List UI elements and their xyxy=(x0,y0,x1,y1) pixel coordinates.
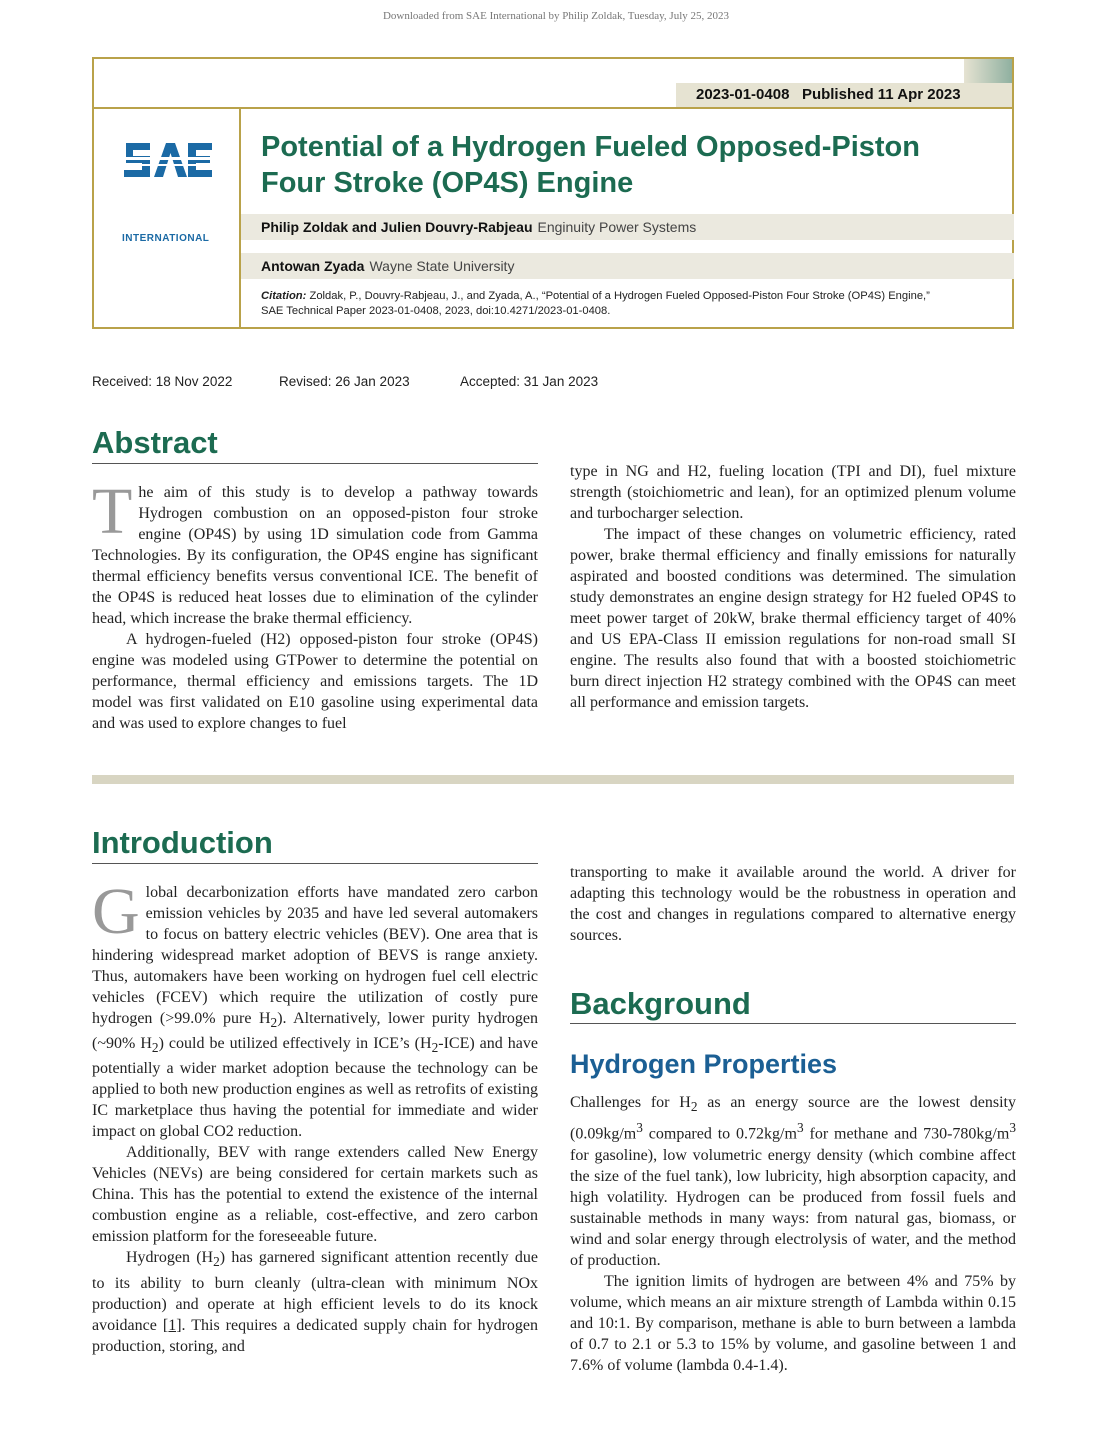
text-run: compared to 0.72kg/m xyxy=(642,1125,797,1143)
text-run: Challenges for H xyxy=(570,1094,691,1111)
introduction-heading: Introduction xyxy=(92,825,273,860)
citation-text: Zoldak, P., Douvry-Rabjeau, J., and Zyada, A., “Potential of a Hydrogen Fueled Opposed-Piston Four Stroke (OP4S) Engine,” xyxy=(309,290,930,302)
reference-link[interactable]: [1] xyxy=(162,1316,182,1334)
text-run: . This requires a dedicated supply chain for hydrogen production, storing, and xyxy=(92,1316,538,1355)
introduction-paragraph: transporting to make it available around the world. A driver for adapting this technology would be the robustness in operation and the cost and changes in regulations compared to alternative energy sources. xyxy=(570,864,1016,944)
subscript: 2 xyxy=(431,1040,439,1056)
citation-label: Citation: xyxy=(261,290,307,302)
background-paragraph: The ignition limits of hydrogen are between 4% and 75% by volume, which means an air mixture strength of Lambda within 0.15 and 10:1. By comparison, methane is able to burn between a lambda of 0.7 to 2.1 or 5.3 to 15% by volume, and gasoline between 1 and 7.6% of volume (lambda 0.4-1.4). xyxy=(570,1272,1016,1374)
introduction-col-right xyxy=(570,862,1016,946)
background-heading: Background xyxy=(570,986,751,1021)
text-run: -ICE) and have potentially a wider market adoption because the technology can be applied to both new production engines as well as retrofits of existing IC marketplace thus having the potential for immediate and wider impact on global CO2 reduction. xyxy=(92,1035,539,1141)
text-run: as an energy source are the lowest density (0.09kg/m xyxy=(570,1094,1016,1143)
abstract-col-right xyxy=(570,461,1016,713)
received-date: Received: 18 Nov 2022 xyxy=(92,374,233,389)
author-names: Philip Zoldak and Julien Douvry-Rabjeau xyxy=(261,219,533,235)
subscript: 2 xyxy=(213,1254,220,1270)
background-rule xyxy=(570,1023,1016,1024)
section-divider xyxy=(92,775,1014,784)
text-run: ). Alternatively, lower purity hydrogen (~90% H xyxy=(92,1010,539,1053)
introduction-paragraph: Additionally, BEV with range extenders called New Energy Vehicles (NEVs) are being considered for certain markets such as China. This has the potential to extend the existence of the internal combustion engine as a reliable, cost-effective, and zero carbon emission platform for the foreseeable future. xyxy=(92,1144,538,1246)
text-run: Hydrogen (H xyxy=(126,1249,214,1267)
abstract-paragraph: A hydrogen-fueled (H2) opposed-piston four stroke (OP4S) engine was modeled using GTPower to determine the potential on performance, thermal efficiency and emissions targets. The 1D model was first validated on E10 gasoline using experimental data and was used to explore changes to fuel xyxy=(92,631,538,732)
text-run: for methane and 730-780kg/m xyxy=(803,1125,1010,1143)
revised-date: Revised: 26 Jan 2023 xyxy=(279,374,410,389)
abstract-paragraph: The impact of these changes on volumetric efficiency, rated power, brake thermal efficiency and finally emissions for naturally aspirated and boosted conditions was determined. The simulation study demonstrates an engine design strategy for H2 fueled OP4S to meet power target of 20kW, brake thermal efficiency target of 40% and US EPA-Class II emission regulations for non-road small SI engine. The results also found that with a boosted stoichiometric burn direct injection H2 strategy combined with the OP4S can meet all performance and emission targets. xyxy=(570,526,1016,711)
sae-logo-icon xyxy=(120,135,216,185)
paper-title: Potential of a Hydrogen Fueled Opposed-Piston Four Stroke (OP4S) Engine xyxy=(261,131,920,199)
background-col xyxy=(570,1092,1016,1376)
citation xyxy=(261,289,1011,319)
download-note: Downloaded from SAE International by Philip Zoldak, Tuesday, July 25, 2023 xyxy=(382,10,730,22)
abstract-paragraph: he aim of this study is to develop a pathway towards Hydrogen combustion on an opposed-piston four stroke engine (OP4S) by using 1D simulation code from Gamma Technologies. By its configuration, the OP4S engine has significant thermal efficiency benefits versus conventional ICE. The benefit of the OP4S is reduced heat losses due to elimination of the cylinder head, which increase the brake thermal efficiency. xyxy=(92,484,538,627)
hydrogen-properties-heading: Hydrogen Properties xyxy=(570,1049,838,1079)
abstract-rule xyxy=(92,463,538,464)
accepted-date: Accepted: 31 Jan 2023 xyxy=(460,374,599,389)
abstract-paragraph: type in NG and H2, fueling location (TPI and DI), fuel mixture strength (stoichiometric and lean), for an optimized plenum volume and turbocharger selection. xyxy=(570,463,1016,522)
text-run: for gasoline), low volumetric energy density (which combine affect the size of the fuel tank), low lubricity, high absorption capacity, and high volatility. Hydrogen can be produced from fossil fuels and sustainable methods in many ways: from natural gas, biomass, or wind and solar energy through electrolysis of water, and the method of production. xyxy=(570,1146,1016,1269)
abstract-heading: Abstract xyxy=(92,425,218,460)
author-row-1 xyxy=(241,214,1014,240)
header-top-strip xyxy=(94,59,1012,109)
id-accent xyxy=(964,59,1012,83)
paper-id: 2023-01-0408 xyxy=(696,86,790,103)
superscript: 3 xyxy=(796,1120,804,1136)
author-names: Antowan Zyada xyxy=(261,258,365,274)
text-run: ) could be utilized effectively in ICE’s (H xyxy=(158,1035,432,1053)
subscript: 2 xyxy=(151,1040,159,1056)
text-run: lobal decarbonization efforts have mandated zero carbon emission vehicles by 2035 and have led several automakers to focus on battery electric vehicles (BEV). One area that is hindering widespread market adoption of BEVS is range anxiety. Thus, automakers have been working on hydrogen fuel cell electric vehicles (FCEV) which require the utilization of costly pure hydrogen (>99.0% pure H xyxy=(92,884,538,1027)
background-paragraph xyxy=(570,1092,1016,1271)
subscript: 2 xyxy=(270,1015,278,1031)
abstract-col-left xyxy=(92,475,538,734)
paper-header xyxy=(92,57,1014,329)
dropcap: T xyxy=(92,475,133,548)
superscript: 3 xyxy=(1009,1120,1016,1136)
introduction-col-left xyxy=(92,875,539,1357)
author-affiliation: Wayne State University xyxy=(369,258,515,274)
logo-column xyxy=(94,107,241,327)
paper-id-box xyxy=(676,83,1012,107)
author-affiliation: Enginuity Power Systems xyxy=(537,219,697,235)
dropcap: G xyxy=(92,875,140,948)
logo-text: INTERNATIONAL xyxy=(122,233,210,244)
subscript: 2 xyxy=(690,1099,698,1115)
introduction-paragraph xyxy=(92,1247,538,1356)
published-date: Published 11 Apr 2023 xyxy=(801,86,961,103)
introduction-rule xyxy=(92,863,538,864)
citation-text-2: SAE Technical Paper 2023-01-0408, 2023, doi:10.4271/2023-01-0408. xyxy=(261,305,611,317)
superscript: 3 xyxy=(636,1120,643,1136)
text-run: ) has garnered significant attention recently due to its ability to burn cleanly (ultra-clean with minimum NOx production) and operate at high efficient levels to do its knock avoidance xyxy=(92,1249,538,1334)
author-row-2 xyxy=(241,253,1014,279)
